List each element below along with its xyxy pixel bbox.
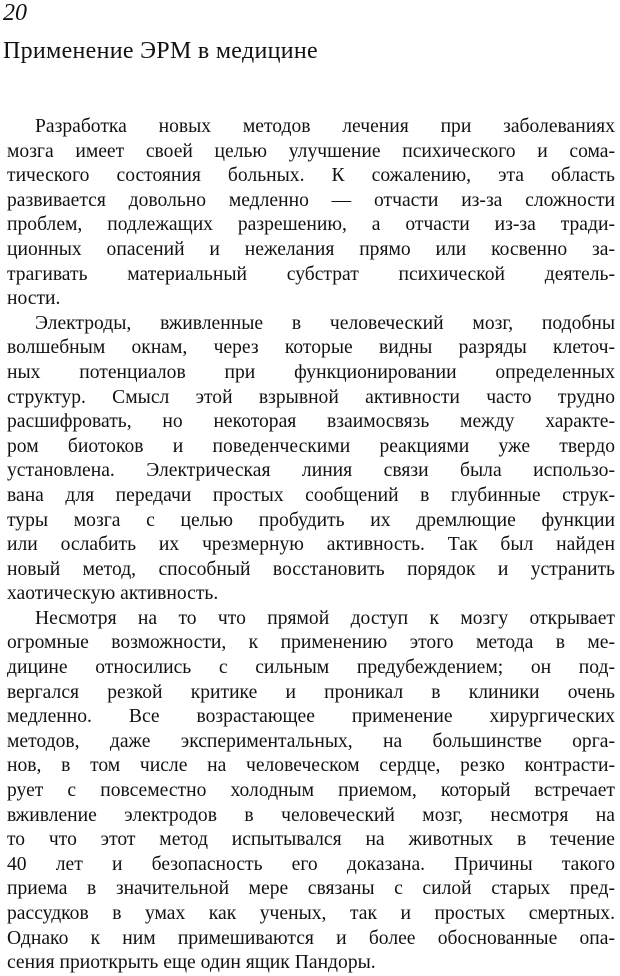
body-text — [7, 115, 615, 976]
text-line: расшифровать, но некоторая взаимосвязь между характе- — [7, 411, 615, 433]
text-line: то что этот метод испытывался на животных в течение — [7, 829, 615, 851]
text-line: ности. — [7, 288, 61, 310]
text-line: туры мозга с целью пробудить их дремлющие функции — [7, 509, 615, 531]
text-line: новый метод, способный восстановить порядок и устранить — [7, 558, 615, 580]
text-line: или ослабить их чрезмерную активность. Так был найден — [7, 534, 615, 556]
text-line: Несмотря на то что прямой доступ к мозгу открывает — [35, 607, 615, 629]
text-line: сения приоткрыть еще один ящик Пандоры. — [7, 952, 376, 974]
text-line: тического состояния больных. К сожалению, эта область — [7, 165, 615, 187]
text-line: структур. Смысл этой взрывной активности часто трудно — [7, 386, 615, 408]
paragraph — [7, 115, 615, 312]
text-line: мозга имеет своей целью улучшение психического и сома- — [7, 140, 615, 162]
paragraph — [7, 312, 615, 607]
text-line: ных потенциалов при функционировании определенных — [7, 361, 615, 383]
text-line: приема в значительной мере связаны с силой старых пред- — [7, 878, 615, 900]
text-line: установлена. Электрическая линия связи была использо- — [7, 460, 615, 482]
text-line: медленно. Все возрастающее применение хирургических — [7, 706, 615, 728]
text-line: вергался резкой критике и проникал в клиники очень — [7, 681, 615, 703]
text-line: огромные возможности, к применению этого метода в ме- — [7, 632, 615, 654]
text-line: Разработка новых методов лечения при заболеваниях — [35, 116, 615, 137]
paragraph — [7, 607, 615, 976]
text-line: рует с повсеместно холодным приемом, который встречает — [7, 780, 615, 802]
text-line: нов, в том числе на человеческом сердце, резко контрасти- — [7, 755, 615, 777]
text-line: хаотическую активность. — [7, 583, 219, 605]
text-line: проблем, подлежащих разрешению, а отчасти из-за тради- — [7, 214, 615, 236]
section-title: Применение ЭРМ в медицине — [3, 38, 318, 64]
text-line: трагивать материальный субстрат психической деятель- — [7, 263, 615, 285]
text-line: 40 лет и безопасность его доказана. Причины такого — [7, 853, 615, 875]
text-line: ционных опасений и нежелания прямо или косвенно за- — [7, 238, 615, 260]
text-line: вана для передачи простых сообщений в глубинные струк- — [7, 484, 615, 506]
text-line: волшебным окнам, через которые видны разряды клеточ- — [7, 337, 615, 359]
text-line: дицине относились с сильным предубеждением; он под- — [7, 657, 615, 679]
text-line: Однако к ним примешиваются и более обоснованные опа- — [7, 927, 615, 949]
text-line: развивается довольно медленно — отчасти из-за сложности — [7, 189, 615, 211]
text-line: рассудков в умах как ученых, так и простых смертных. — [7, 903, 615, 924]
text-line: Электроды, вживленные в человеческий мозг, подобны — [35, 312, 615, 334]
text-line: вживление электродов в человеческий мозг, несмотря на — [7, 804, 615, 826]
text-line: ром биотоков и поведенческими реакциями уже твердо — [7, 435, 615, 457]
page-number: 20 — [3, 0, 27, 26]
text-line: методов, даже экспериментальных, на большинстве орга- — [7, 730, 615, 752]
